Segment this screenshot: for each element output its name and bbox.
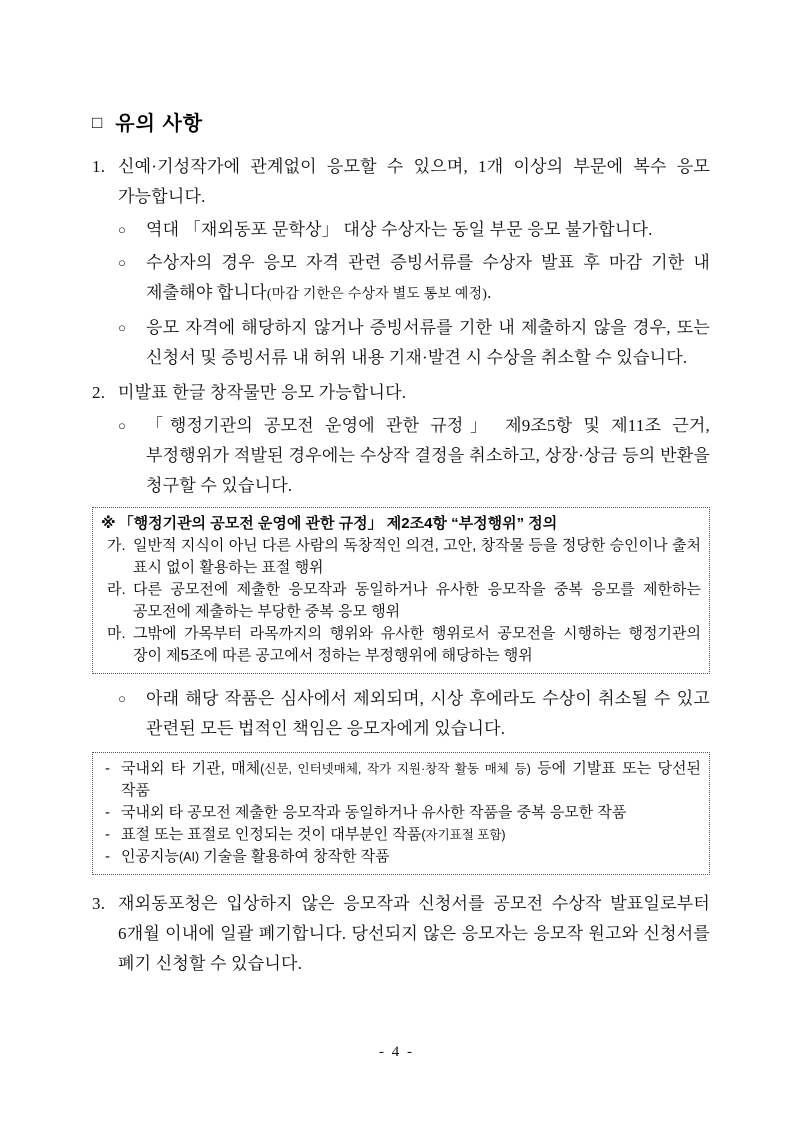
- item-number: 2.: [92, 383, 106, 402]
- entry-text-main: 국내외 타 기관, 매체: [121, 760, 261, 777]
- numbered-item-3: [92, 889, 710, 979]
- circle-bullet-icon: ○: [118, 418, 127, 433]
- dash-icon: -: [105, 826, 110, 843]
- dash-icon: -: [105, 760, 110, 777]
- item-text: 미발표 한글 창작물만 응모 가능합니다.: [118, 383, 407, 402]
- entry-text-paren: (신문, 인터넷매체, 작가 지원·창작 활동 매체 등): [260, 762, 531, 776]
- notice-box-title: [101, 513, 701, 535]
- item-text: 재외동포청은 입상하지 않은 응모작과 신청서를 공모전 수상작 발표일로부터 6개월 이내에 일괄 폐기합니다. 당선되지 않은 응모자는 응모작 원고와 신청서를 폐기 신청할 수 있습니다.: [118, 894, 710, 973]
- entry-text: 다른 공모전에 제출한 응모작과 동일하거나 유사한 응모작을 중복 응모를 제한하는 공모전에 제출하는 부당한 중복 응모 행위: [133, 581, 701, 620]
- excluded-entry-ai: [101, 846, 701, 868]
- notice-entry-ma: [101, 623, 701, 667]
- bullet-text: 아래 해당 작품은 심사에서 제외되며, 시상 후에라도 수상이 취소될 수 있고 관련된 모든 법적인 책임은 응모자에게 있습니다.: [146, 689, 710, 738]
- entry-text: 일반적 지식이 아닌 다른 사람의 독창적인 의견, 고안, 창작물 등을 정당한 승인이나 출처 표시 없이 활용하는 표절 행위: [133, 537, 701, 576]
- entry-text-tail: 등에 기발표 또는 당선된 작품: [121, 760, 701, 799]
- circle-bullet-icon: ○: [118, 222, 127, 237]
- entry-text: [121, 824, 701, 846]
- numbered-item-1: [92, 152, 710, 212]
- bullet-text-main: 수상자의 경우 응모 자격 관련 증빙서류를 수상자 발표 후 마감 기한 내 제출해야 합니다: [146, 253, 710, 302]
- entry-text-paren: (자기표절 포함): [421, 828, 506, 842]
- entry-text: [121, 802, 701, 824]
- notice-box-title-text: 「행정기관의 공모전 운영에 관한 규정」 제2조4항 “부정행위” 정의: [118, 515, 558, 532]
- entry-text: [121, 846, 701, 868]
- excluded-works-box: [92, 752, 710, 875]
- bullet-item-history: [118, 215, 710, 245]
- dash-icon: -: [105, 804, 110, 821]
- numbered-item-2: [92, 378, 710, 408]
- entry-label: 라.: [107, 581, 126, 598]
- entry-text: [121, 758, 701, 802]
- bullet-text: 응모 자격에 해당하지 않거나 증빙서류를 기한 내 제출하지 않을 경우, 또는 신청서 및 증빙서류 내 허위 내용 기재·발견 시 수상을 취소할 수 있습니다.: [146, 318, 710, 367]
- entry-text-tail: 기술을 활용하여 창작한 작품: [199, 848, 390, 865]
- notice-box: [92, 507, 710, 674]
- square-bullet-icon: □: [92, 113, 104, 132]
- bullet-item-exclusion: [118, 684, 710, 744]
- entry-text-main: 국내외 타 공모전 제출한 응모작과 동일하거나 유사한 작품을 중복 응모한 작품: [121, 804, 627, 821]
- entry-text-paren: (AI): [178, 850, 200, 864]
- bullet-text: 「행정기관의 공모전 운영에 관한 규정」 제9조5항 및 제11조 근거, 부정행위가 적발된 경우에는 수상작 결정을 취소하고, 상장·상금 등의 반환을 청구할 수 있습니다.: [146, 416, 710, 495]
- entry-text-main: 표절 또는 표절로 인정되는 것이 대부분인 작품: [121, 826, 422, 843]
- excluded-entry-plagiarism: [101, 824, 701, 846]
- section-heading-text: 유의 사항: [115, 113, 204, 135]
- excluded-entry-published: [101, 758, 701, 802]
- bullet-text: [146, 248, 710, 310]
- circle-bullet-icon: ○: [118, 255, 127, 270]
- bullet-text-tail: .: [487, 283, 492, 302]
- bullet-item-documents: [118, 248, 710, 310]
- excluded-entry-duplicate: [101, 802, 701, 824]
- bullet-item-cancellation: [118, 313, 710, 373]
- entry-label: 마.: [107, 625, 126, 642]
- entry-label: 가.: [107, 537, 126, 554]
- circle-bullet-icon: ○: [118, 691, 127, 706]
- circle-bullet-icon: ○: [118, 320, 127, 335]
- notice-entry-ra: [101, 579, 701, 623]
- item-number: 1.: [92, 157, 106, 176]
- item-text: 신예·기성작가에 관계없이 응모할 수 있으며, 1개 이상의 부문에 복수 응모 가능합니다.: [118, 157, 710, 206]
- bullet-text: 역대 「재외동포 문학상」 대상 수상자는 동일 부문 응모 불가합니다.: [146, 220, 653, 239]
- bullet-item-regulation: [118, 411, 710, 501]
- entry-text: 그밖에 가목부터 라목까지의 행위와 유사한 행위로서 공모전을 시행하는 행정기관의 장이 제5조에 따른 공고에서 정하는 부정행위에 해당하는 행위: [133, 625, 701, 664]
- entry-text-main: 인공지능: [121, 848, 179, 865]
- document-content: [92, 112, 710, 982]
- bullet-text-paren: (마감 기한은 수상자 별도 통보 예정): [266, 287, 488, 302]
- section-heading: [92, 112, 710, 136]
- reference-mark-icon: ※: [101, 515, 116, 532]
- item-number: 3.: [92, 894, 106, 913]
- dash-icon: -: [105, 848, 110, 865]
- notice-entry-ga: [101, 535, 701, 579]
- page-number: - 4 -: [379, 1044, 414, 1060]
